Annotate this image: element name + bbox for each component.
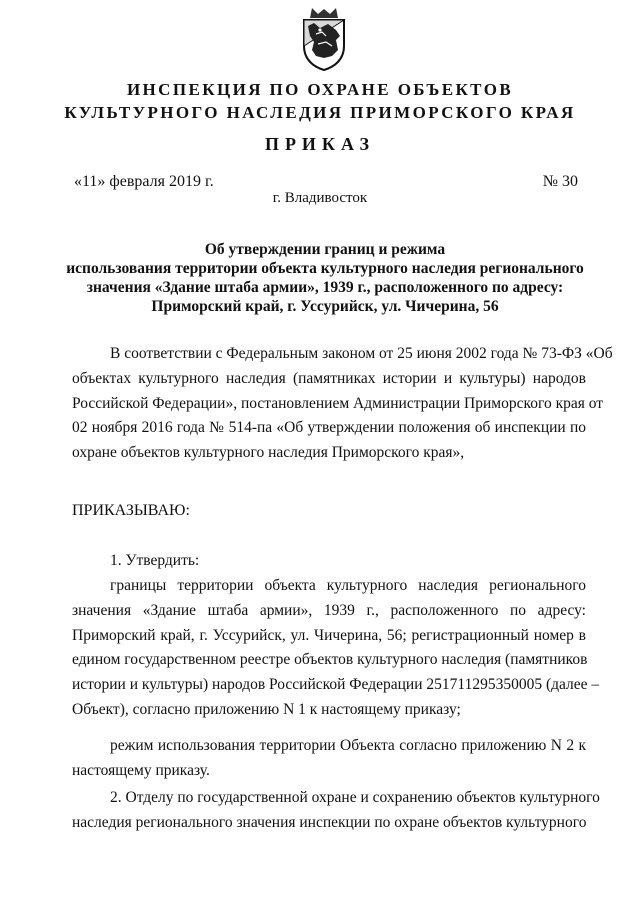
- text-line: истории и культуры) народов Российской Федерации 251711295350005 (далее –: [72, 676, 600, 694]
- item2-paragraph: [72, 786, 600, 836]
- text-line: Приморский край, г. Уссурийск, ул. Чичерина, 56; регистрационный номер в: [72, 626, 586, 644]
- item1-bounds-paragraph: [72, 574, 600, 723]
- text-line: 1. Утвердить:: [110, 552, 200, 569]
- document-number: № 30: [542, 173, 578, 190]
- subject-line: Об утверждении границ и режима: [204, 241, 446, 258]
- text-line: значения «Здание штаба армии», 1939 г., расположенного по адресу:: [72, 601, 586, 619]
- document-date: «11» февраля 2019 г.: [74, 173, 214, 190]
- subject-line: Приморский край, г. Уссурийск, ул. Чичерина, 56: [151, 298, 499, 315]
- text-line: границы территории объекта культурного наследия регионального: [110, 577, 586, 594]
- preamble-paragraph: [72, 342, 613, 466]
- coat-of-arms-icon: [296, 6, 352, 72]
- text-line: охране объектов культурного наследия Приморского края»,: [72, 444, 465, 462]
- item1-title-paragraph: [72, 549, 586, 574]
- subject-line: значения «Здание штаба армии», 1939 г., расположенного по адресу:: [86, 279, 564, 296]
- text-line: настоящему приказу.: [72, 761, 210, 779]
- text-line: режим использования территории Объекта согласно приложению N 2 к: [110, 737, 586, 754]
- text-line: объектах культурного наследия (памятниках истории и культуры) народов: [72, 369, 586, 387]
- text-line: едином государственном реестре объектов культурного наследия (памятников: [72, 651, 588, 669]
- organization-name-line1: ИНСПЕКЦИЯ ПО ОХРАНЕ ОБЪЕКТОВ: [126, 80, 514, 99]
- item1-regime-paragraph: [72, 734, 586, 784]
- text-line: Российской Федерации», постановлением Администрации Приморского края от: [72, 394, 604, 412]
- text-line: наследия регионального значения инспекции по охране объектов культурного: [72, 813, 587, 831]
- text-line: Объект), согласно приложению N 1 к настоящему приказу;: [72, 700, 461, 718]
- text-line: 2. Отделу по государственной охране и сохранению объектов культурного: [110, 789, 600, 806]
- document-type: ПРИКАЗ: [264, 134, 376, 154]
- text-line: 02 ноября 2016 года № 514-па «Об утверждении положения об инспекции по: [72, 419, 586, 437]
- text-line: В соответствии с Федеральным законом от 25 июня 2002 года № 73-ФЗ «Об: [110, 345, 613, 362]
- document-city: г. Владивосток: [272, 190, 368, 206]
- order-word: ПРИКАЗЫВАЮ:: [72, 502, 190, 519]
- document-subject: [60, 240, 590, 316]
- organization-name-line2: КУЛЬТУРНОГО НАСЛЕДИЯ ПРИМОРСКОГО КРАЯ: [64, 103, 576, 122]
- subject-line: использования территории объекта культурного наследия регионального: [66, 260, 584, 277]
